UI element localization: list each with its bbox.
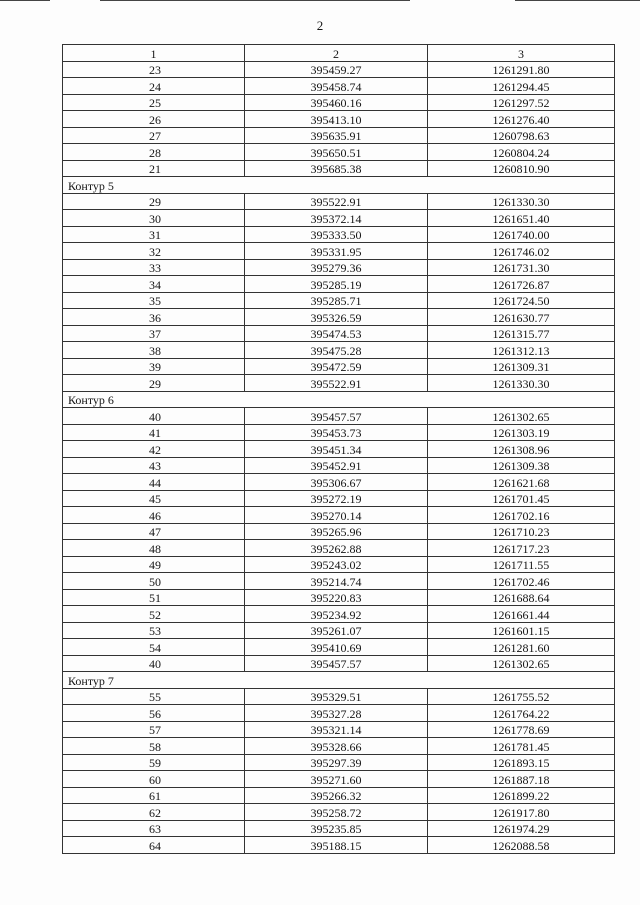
x-coordinate-cell: 395331.95 [245,243,428,260]
table-row [63,424,615,441]
table-row [63,820,615,837]
x-coordinate-cell: 395220.83 [245,589,428,606]
point-number-cell: 37 [63,325,245,342]
x-coordinate-cell: 395475.28 [245,342,428,359]
x-coordinate-cell: 395262.88 [245,540,428,557]
x-coordinate-cell: 395458.74 [245,78,428,95]
table-row [63,490,615,507]
point-number-cell: 45 [63,490,245,507]
table-row [63,358,615,375]
table-row [63,655,615,672]
point-number-cell: 36 [63,309,245,326]
point-number-cell: 32 [63,243,245,260]
y-coordinate-cell: 1261740.00 [428,226,615,243]
point-number-cell: 30 [63,210,245,227]
table-row [63,721,615,738]
y-coordinate-cell: 1261302.65 [428,655,615,672]
y-coordinate-cell: 1261294.45 [428,78,615,95]
y-coordinate-cell: 1261276.40 [428,111,615,128]
point-number-cell: 60 [63,771,245,788]
point-number-cell: 38 [63,342,245,359]
point-number-cell: 29 [63,193,245,210]
point-number-cell: 47 [63,523,245,540]
y-coordinate-cell: 1262088.58 [428,837,615,854]
table-row [63,787,615,804]
x-coordinate-cell: 395285.71 [245,292,428,309]
table-row [63,457,615,474]
y-coordinate-cell: 1260798.63 [428,127,615,144]
table-row [63,507,615,524]
x-coordinate-cell: 395453.73 [245,424,428,441]
table-row [63,408,615,425]
contour-heading-row [63,391,615,408]
point-number-cell: 62 [63,804,245,821]
x-coordinate-cell: 395328.66 [245,738,428,755]
point-number-cell: 54 [63,639,245,656]
y-coordinate-cell: 1261893.15 [428,754,615,771]
table-row [63,375,615,392]
contour-label: Контур 7 [63,672,615,689]
y-coordinate-cell: 1261302.65 [428,408,615,425]
y-coordinate-cell: 1261717.23 [428,540,615,557]
point-number-cell: 50 [63,573,245,590]
x-coordinate-cell: 395214.74 [245,573,428,590]
x-coordinate-cell: 395188.15 [245,837,428,854]
x-coordinate-cell: 395460.16 [245,94,428,111]
x-coordinate-cell: 395321.14 [245,721,428,738]
x-coordinate-cell: 395410.69 [245,639,428,656]
table-row [63,606,615,623]
point-number-cell: 61 [63,787,245,804]
x-coordinate-cell: 395261.07 [245,622,428,639]
x-coordinate-cell: 395234.92 [245,606,428,623]
table-row [63,804,615,821]
y-coordinate-cell: 1260804.24 [428,144,615,161]
x-coordinate-cell: 395522.91 [245,375,428,392]
point-number-cell: 40 [63,408,245,425]
y-coordinate-cell: 1261702.46 [428,573,615,590]
table-row [63,754,615,771]
point-number-cell: 28 [63,144,245,161]
table-row [63,144,615,161]
point-number-cell: 49 [63,556,245,573]
table-row [63,837,615,854]
column-header-1: 1 [63,45,245,62]
x-coordinate-cell: 395474.53 [245,325,428,342]
x-coordinate-cell: 395235.85 [245,820,428,837]
x-coordinate-cell: 395685.38 [245,160,428,177]
table-row [63,61,615,78]
table-row [63,342,615,359]
table-row [63,259,615,276]
table-row [63,160,615,177]
y-coordinate-cell: 1261778.69 [428,721,615,738]
column-header-2: 2 [245,45,428,62]
point-number-cell: 39 [63,358,245,375]
contour-heading-row [63,177,615,194]
point-number-cell: 21 [63,160,245,177]
y-coordinate-cell: 1261724.50 [428,292,615,309]
x-coordinate-cell: 395243.02 [245,556,428,573]
table-row [63,309,615,326]
point-number-cell: 27 [63,127,245,144]
x-coordinate-cell: 395452.91 [245,457,428,474]
point-number-cell: 43 [63,457,245,474]
x-coordinate-cell: 395306.67 [245,474,428,491]
point-number-cell: 59 [63,754,245,771]
x-coordinate-cell: 395271.60 [245,771,428,788]
point-number-cell: 35 [63,292,245,309]
top-border-line-left [0,0,50,1]
y-coordinate-cell: 1261701.45 [428,490,615,507]
y-coordinate-cell: 1261621.68 [428,474,615,491]
x-coordinate-cell: 395266.32 [245,787,428,804]
x-coordinate-cell: 395326.59 [245,309,428,326]
column-header-3: 3 [428,45,615,62]
table-row [63,325,615,342]
y-coordinate-cell: 1261917.80 [428,804,615,821]
contour-label: Контур 5 [63,177,615,194]
y-coordinate-cell: 1261974.29 [428,820,615,837]
point-number-cell: 53 [63,622,245,639]
x-coordinate-cell: 395457.57 [245,655,428,672]
x-coordinate-cell: 395372.14 [245,210,428,227]
point-number-cell: 44 [63,474,245,491]
x-coordinate-cell: 395451.34 [245,441,428,458]
point-number-cell: 24 [63,78,245,95]
table-row [63,243,615,260]
table-row [63,639,615,656]
top-border-line-mid [100,0,410,1]
point-number-cell: 31 [63,226,245,243]
x-coordinate-cell: 395413.10 [245,111,428,128]
point-number-cell: 34 [63,276,245,293]
y-coordinate-cell: 1261309.38 [428,457,615,474]
x-coordinate-cell: 395279.36 [245,259,428,276]
point-number-cell: 51 [63,589,245,606]
y-coordinate-cell: 1261661.44 [428,606,615,623]
y-coordinate-cell: 1261309.31 [428,358,615,375]
point-number-cell: 25 [63,94,245,111]
y-coordinate-cell: 1261330.30 [428,375,615,392]
point-number-cell: 42 [63,441,245,458]
table-row [63,556,615,573]
table-row [63,523,615,540]
point-number-cell: 48 [63,540,245,557]
y-coordinate-cell: 1261899.22 [428,787,615,804]
table-row [63,94,615,111]
point-number-cell: 57 [63,721,245,738]
x-coordinate-cell: 395329.51 [245,688,428,705]
y-coordinate-cell: 1261726.87 [428,276,615,293]
point-number-cell: 23 [63,61,245,78]
point-number-cell: 56 [63,705,245,722]
x-coordinate-cell: 395285.19 [245,276,428,293]
y-coordinate-cell: 1261781.45 [428,738,615,755]
y-coordinate-cell: 1261755.52 [428,688,615,705]
x-coordinate-cell: 395270.14 [245,507,428,524]
table-row [63,589,615,606]
contour-label: Контур 6 [63,391,615,408]
y-coordinate-cell: 1261630.77 [428,309,615,326]
y-coordinate-cell: 1260810.90 [428,160,615,177]
y-coordinate-cell: 1261887.18 [428,771,615,788]
y-coordinate-cell: 1261297.52 [428,94,615,111]
x-coordinate-cell: 395297.39 [245,754,428,771]
table-row [63,705,615,722]
y-coordinate-cell: 1261764.22 [428,705,615,722]
table-row [63,127,615,144]
point-number-cell: 63 [63,820,245,837]
y-coordinate-cell: 1261303.19 [428,424,615,441]
table-row [63,771,615,788]
x-coordinate-cell: 395635.91 [245,127,428,144]
x-coordinate-cell: 395522.91 [245,193,428,210]
point-number-cell: 41 [63,424,245,441]
table-row [63,226,615,243]
table-row [63,276,615,293]
point-number-cell: 52 [63,606,245,623]
x-coordinate-cell: 395459.27 [245,61,428,78]
table-row [63,441,615,458]
point-number-cell: 58 [63,738,245,755]
table-row [63,540,615,557]
y-coordinate-cell: 1261312.13 [428,342,615,359]
point-number-cell: 64 [63,837,245,854]
y-coordinate-cell: 1261281.60 [428,639,615,656]
table-row [63,193,615,210]
table-row [63,292,615,309]
y-coordinate-cell: 1261601.15 [428,622,615,639]
y-coordinate-cell: 1261315.77 [428,325,615,342]
x-coordinate-cell: 395472.59 [245,358,428,375]
table-row [63,622,615,639]
point-number-cell: 55 [63,688,245,705]
table-row [63,474,615,491]
x-coordinate-cell: 395457.57 [245,408,428,425]
x-coordinate-cell: 395258.72 [245,804,428,821]
top-border-line-right [515,0,640,1]
x-coordinate-cell: 395272.19 [245,490,428,507]
y-coordinate-cell: 1261308.96 [428,441,615,458]
point-number-cell: 33 [63,259,245,276]
y-coordinate-cell: 1261291.80 [428,61,615,78]
table-row [63,738,615,755]
y-coordinate-cell: 1261330.30 [428,193,615,210]
x-coordinate-cell: 395333.50 [245,226,428,243]
x-coordinate-cell: 395327.28 [245,705,428,722]
point-number-cell: 40 [63,655,245,672]
table-row [63,573,615,590]
point-number-cell: 26 [63,111,245,128]
coordinates-table-body [63,45,615,854]
table-row [63,210,615,227]
page-number: 2 [316,18,324,33]
table-header-row [63,45,615,62]
contour-heading-row [63,672,615,689]
y-coordinate-cell: 1261746.02 [428,243,615,260]
x-coordinate-cell: 395650.51 [245,144,428,161]
table-row [63,111,615,128]
table-row [63,688,615,705]
point-number-cell: 29 [63,375,245,392]
y-coordinate-cell: 1261651.40 [428,210,615,227]
y-coordinate-cell: 1261688.64 [428,589,615,606]
y-coordinate-cell: 1261731.30 [428,259,615,276]
point-number-cell: 46 [63,507,245,524]
coordinates-table [62,44,615,854]
y-coordinate-cell: 1261711.55 [428,556,615,573]
x-coordinate-cell: 395265.96 [245,523,428,540]
table-row [63,78,615,95]
y-coordinate-cell: 1261702.16 [428,507,615,524]
y-coordinate-cell: 1261710.23 [428,523,615,540]
